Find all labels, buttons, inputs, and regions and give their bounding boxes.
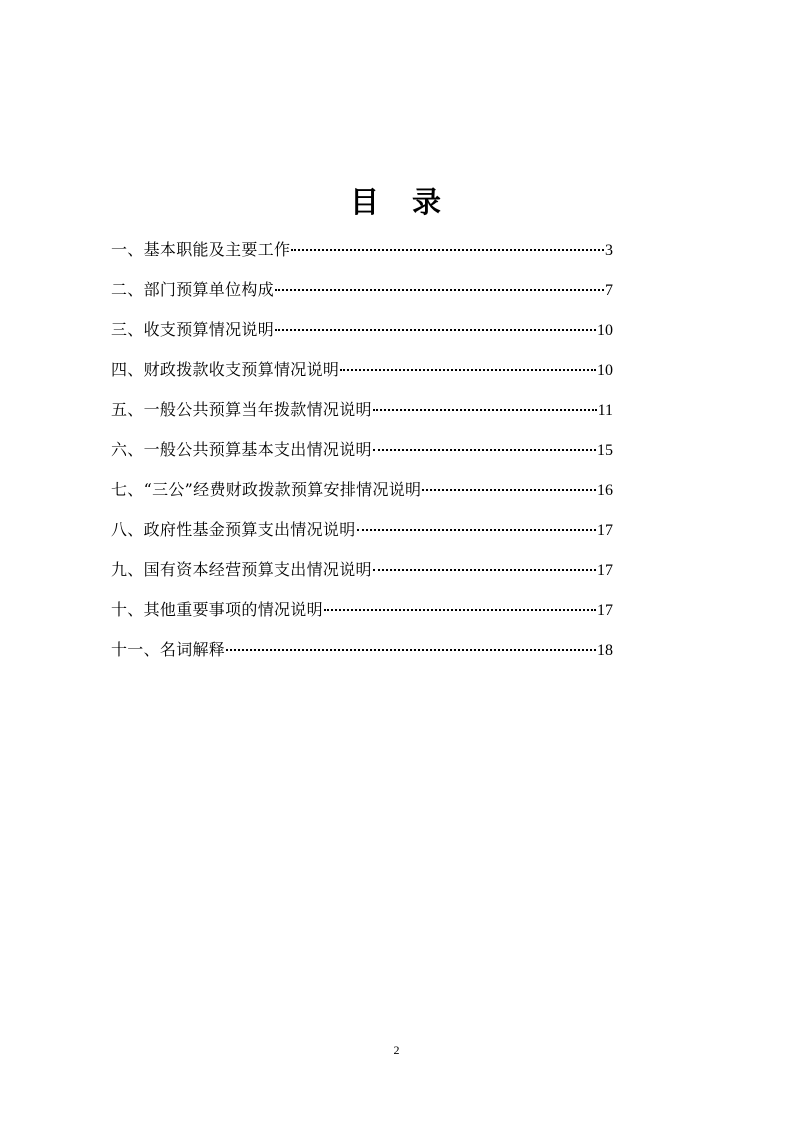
toc-entry-page: 7 [605,282,613,299]
toc-entry-label: 六、一般公共预算基本支出情况说明 [111,440,372,459]
toc-entry-page: 17 [597,522,613,539]
toc-entry-label: 十、其他重要事项的情况说明 [111,600,323,619]
toc-entry[interactable] [111,270,613,310]
toc-entry-label: 七、“三公”经费财政拨款预算安排情况说明 [111,480,422,499]
toc-entry[interactable] [111,230,613,270]
toc-entry-page: 3 [605,242,613,259]
toc-entry-label: 四、财政拨款收支预算情况说明 [111,360,340,379]
toc-entry-label: 二、部门预算单位构成 [111,280,275,299]
toc-entry-label: 一、基本职能及主要工作 [111,240,291,259]
toc-entry[interactable] [111,350,613,390]
toc-entry-label: 五、一般公共预算当年拨款情况说明 [111,400,372,419]
toc-entry-page: 17 [597,602,613,619]
toc-dot-leader [324,609,596,611]
toc-entry[interactable] [111,310,613,350]
toc-entry[interactable] [111,630,613,670]
toc-dot-leader [275,329,596,331]
toc-entry-label: 八、政府性基金预算支出情况说明 [111,520,356,539]
toc-dot-leader [373,569,596,571]
toc-dot-leader [373,409,597,411]
toc-entry-label: 十一、名词解释 [111,640,226,659]
toc-list [111,230,613,670]
toc-dot-leader [340,369,596,371]
toc-dot-leader [226,649,596,651]
toc-dot-leader [357,529,596,531]
toc-entry-page: 18 [597,642,613,659]
page-number: 2 [393,1043,400,1057]
toc-entry-page: 17 [597,562,613,579]
toc-entry-page: 10 [597,322,613,339]
toc-dot-leader [373,449,596,451]
toc-dot-leader [422,489,596,491]
toc-entry[interactable] [111,470,613,510]
toc-entry-label: 三、收支预算情况说明 [111,320,275,339]
toc-entry-page: 10 [597,362,613,379]
toc-entry-label: 九、国有资本经营预算支出情况说明 [111,560,372,579]
toc-entry-page: 15 [597,442,613,459]
toc-title: 目 录 [349,185,443,219]
toc-entry-page: 16 [597,482,613,499]
toc-dot-leader [291,249,604,251]
toc-entry[interactable] [111,510,613,550]
toc-entry[interactable] [111,590,613,630]
toc-entry[interactable] [111,430,613,470]
toc-entry[interactable] [111,550,613,590]
toc-entry[interactable] [111,390,613,430]
toc-entry-page: 11 [597,402,613,419]
toc-dot-leader [275,289,604,291]
